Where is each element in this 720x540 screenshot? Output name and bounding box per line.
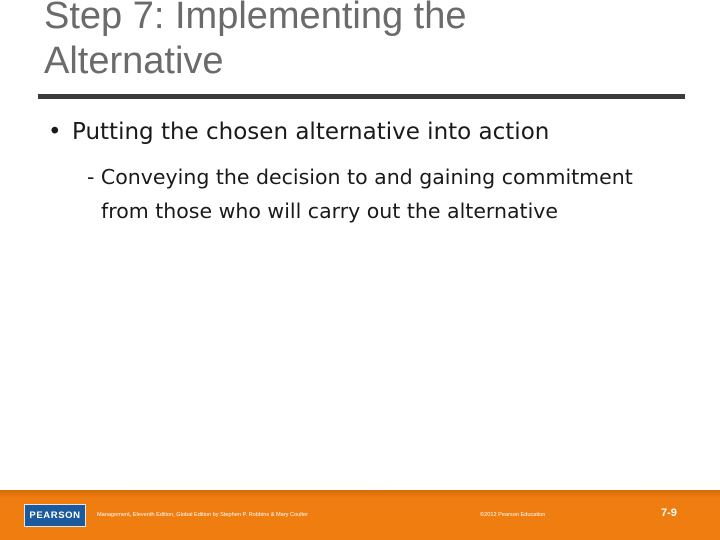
bullet-text: Putting the chosen alternative into action (72, 119, 550, 145)
title-underline (38, 94, 685, 99)
slide-title-line2: Alternative (44, 40, 224, 82)
slide-title-line1: Step 7: Implementing the (44, 0, 467, 37)
book-credit: Management, Eleventh Edition, Global Edition by Stephen P. Robbins & Mary Coulter (97, 512, 309, 518)
footer-bar (0, 490, 720, 540)
slide-title (44, 0, 684, 84)
bullet-point (48, 116, 688, 148)
sub-point-line2: from those who will carry out the alternative (101, 199, 559, 223)
bullet-marker: • (48, 119, 62, 145)
pearson-logo: PEARSON (24, 504, 86, 527)
copyright-notice: ©2012 Pearson Education (480, 512, 546, 518)
page-number: 7-9 (661, 507, 677, 519)
sub-point (87, 160, 707, 228)
footer-shade (0, 490, 720, 498)
sub-point-line1: - Conveying the decision to and gaining commitment (87, 165, 633, 189)
